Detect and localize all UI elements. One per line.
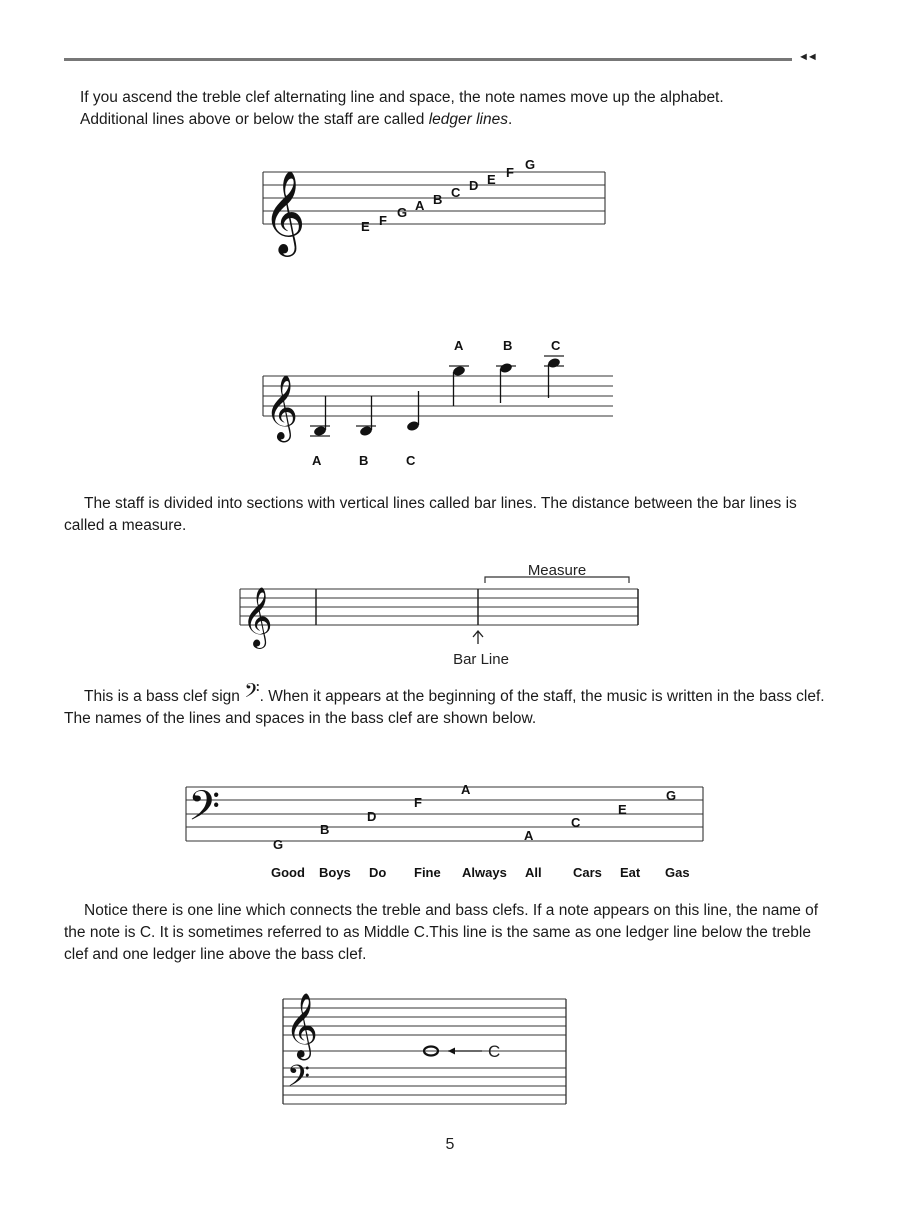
bass-staff-note-names <box>180 772 710 887</box>
treble-clef-icon: 𝄞 <box>265 375 299 440</box>
measure-label: Measure <box>527 562 587 579</box>
note-label: B <box>359 453 369 468</box>
treble-clef-icon: 𝄞 <box>285 993 319 1058</box>
note-label: G <box>273 837 284 852</box>
note-label: G <box>525 157 536 172</box>
intro-line-2-post: . <box>507 111 513 128</box>
mnemonic-word: Boys <box>319 865 351 880</box>
note-label: A <box>454 338 464 353</box>
middle-c-arrow-icon <box>448 1048 482 1055</box>
staff-lines <box>263 376 613 416</box>
page-number: 5 <box>445 1136 455 1153</box>
note-label: C <box>571 815 581 830</box>
note-high-c <box>544 356 564 398</box>
mnemonic-word: Good <box>271 865 305 880</box>
note-label: D <box>367 809 377 824</box>
grand-staff-middle-c <box>278 984 573 1110</box>
bass-clef-icon: 𝄢 <box>244 679 260 707</box>
bass-clef-paragraph <box>64 679 836 730</box>
top-note-labels <box>454 338 561 353</box>
note-label: A <box>461 782 471 797</box>
note-label: A <box>415 198 425 213</box>
mnemonic-words <box>271 865 690 880</box>
note-label: G <box>666 788 677 803</box>
note-label: C <box>551 338 561 353</box>
note-label: B <box>433 192 443 207</box>
middle-c-label: C <box>488 1042 501 1061</box>
note-label: A <box>524 828 534 843</box>
bass-staff-lines <box>283 1068 566 1104</box>
measure-barline-staff <box>232 556 652 674</box>
staff-lines <box>240 589 638 625</box>
note-label: C <box>406 453 416 468</box>
mnemonic-word: Gas <box>665 865 690 880</box>
mnemonic-word: Fine <box>414 865 441 880</box>
note-label: F <box>414 795 422 810</box>
note-low-c <box>406 391 420 432</box>
header-rule <box>64 58 792 61</box>
mnemonic-word: Eat <box>620 865 641 880</box>
note-high-b <box>496 362 516 403</box>
note-label: D <box>469 178 479 193</box>
treble-staff-lines <box>283 999 566 1035</box>
mnemonic-word: All <box>525 865 542 880</box>
treble-clef-icon: 𝄞 <box>242 587 273 647</box>
barline-paragraph <box>64 493 836 537</box>
bass-clef-paragraph-post: . When it appears at the beginning of the staff, the music is written in the bass clef. The names of the lines and spaces in the bass clef are shown below. <box>64 688 825 727</box>
middle-c-paragraph-text: Notice there is one line which connects the treble and bass clefs. If a note appears on this line, the name of the note is C. It is sometimes referred to as Middle C.This line is the same as one ledger line below the treble clef and one ledger line above the bass clef. <box>64 902 819 963</box>
intro-paragraph <box>80 87 840 131</box>
intro-line-1: If you ascend the treble clef alternating line and space, the note names move up the alphabet. <box>80 89 724 106</box>
note-label: E <box>487 172 496 187</box>
intro-line-2-pre: Additional lines above or below the staff are called <box>80 111 429 128</box>
note-label: A <box>312 453 322 468</box>
bass-clef-icon: 𝄢 <box>188 782 221 840</box>
note-label: E <box>618 802 627 817</box>
mnemonic-word: Always <box>462 865 507 880</box>
bass-clef-icon: 𝄢 <box>287 1060 311 1101</box>
mnemonic-word: Do <box>369 865 387 880</box>
header-arrow-icon: ◄◄ <box>798 51 816 63</box>
bass-clef-paragraph-pre: This is a bass clef sign <box>84 688 245 705</box>
barline-paragraph-text: The staff is divided into sections with vertical lines called bar lines. The distance between the bar lines is called a measure. <box>64 495 797 534</box>
note-label: E <box>361 219 370 234</box>
bottom-note-labels <box>312 453 416 468</box>
ledger-lines-term: ledger lines <box>428 111 508 128</box>
note-label: B <box>320 822 330 837</box>
note-label: F <box>506 165 514 180</box>
note-label: G <box>397 205 408 220</box>
note-label: B <box>503 338 513 353</box>
treble-staff-ledger-notes <box>255 330 625 480</box>
note-label: F <box>379 213 387 228</box>
middle-c-paragraph <box>64 900 839 966</box>
ascending-note-labels <box>361 157 535 234</box>
mnemonic-word: Cars <box>573 865 602 880</box>
note-label: C <box>451 185 461 200</box>
barline-arrow-icon <box>473 631 483 644</box>
barline-label: Bar Line <box>453 651 509 668</box>
treble-clef-icon: 𝄞 <box>263 169 306 253</box>
treble-staff-ascending <box>255 148 615 258</box>
